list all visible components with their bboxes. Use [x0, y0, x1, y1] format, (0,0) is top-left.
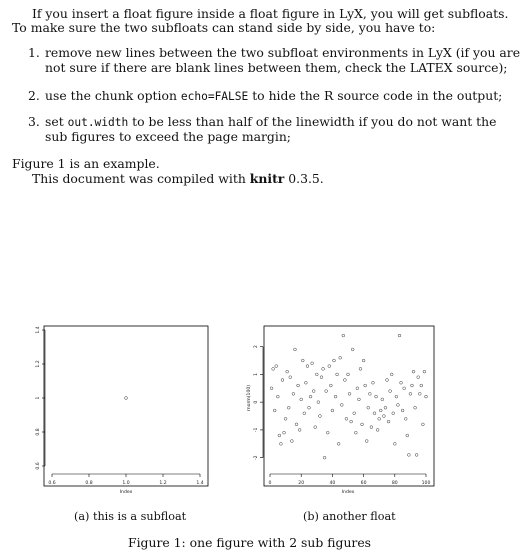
- y-tick-label: 1.4: [36, 326, 41, 334]
- data-point: [392, 412, 395, 415]
- subcaption-a: (a) this is a subfloat: [74, 510, 187, 523]
- y-tick-label: 0: [254, 400, 259, 404]
- x-tick-label: 1.0: [122, 481, 130, 486]
- list-item-number: 3.: [28, 114, 40, 129]
- data-point: [308, 406, 311, 409]
- data-point: [290, 440, 293, 443]
- data-point: [368, 392, 371, 395]
- x-tick-label: 80: [391, 481, 398, 486]
- data-point: [348, 392, 351, 395]
- data-point: [319, 415, 322, 418]
- data-point: [401, 409, 404, 412]
- subfigure-a-plot: [28, 320, 212, 500]
- figure-caption: Figure 1: one figure with 2 sub figures: [128, 535, 372, 550]
- data-point: [334, 395, 337, 398]
- data-point: [354, 431, 357, 434]
- example-line: Figure 1 is an example.: [12, 156, 160, 171]
- data-point: [415, 453, 418, 456]
- data-point: [336, 373, 339, 376]
- list-item-number: 2.: [28, 88, 40, 103]
- data-point: [407, 453, 410, 456]
- data-point: [367, 406, 370, 409]
- data-point: [325, 390, 328, 393]
- data-point: [320, 376, 323, 379]
- x-tick-label: 40: [329, 481, 336, 486]
- data-point: [389, 390, 392, 393]
- list-item-text: remove new lines between the two subfloat environments in LyX (if you are: [45, 45, 520, 60]
- data-point: [350, 420, 353, 423]
- data-point: [400, 381, 403, 384]
- y-tick-label: 1: [254, 372, 259, 376]
- code-echo-false: echo=FALSE: [180, 90, 249, 103]
- data-point: [292, 392, 295, 395]
- data-point: [340, 404, 343, 407]
- data-point: [280, 442, 283, 445]
- x-tick-label: 0.8: [85, 481, 93, 486]
- data-point: [278, 434, 281, 437]
- x-tick-label: 0.6: [48, 481, 56, 486]
- data-point: [284, 417, 287, 420]
- data-point: [382, 415, 385, 418]
- plot-frame: [44, 326, 208, 486]
- data-point: [423, 370, 426, 373]
- data-point: [386, 379, 389, 382]
- data-point: [406, 434, 409, 437]
- data-point: [358, 398, 361, 401]
- data-point: [323, 456, 326, 459]
- data-point: [286, 370, 289, 373]
- compiled-line: This document was compiled with knitr 0.3.5.: [32, 171, 324, 186]
- x-tick-label: 1.4: [196, 481, 204, 486]
- data-point: [361, 423, 364, 426]
- data-point: [273, 409, 276, 412]
- subfigure-b-plot: [248, 320, 438, 500]
- y-tick-label: 2: [254, 345, 259, 349]
- data-point: [287, 406, 290, 409]
- data-point: [306, 365, 309, 368]
- y-tick-label: -1: [254, 427, 259, 433]
- x-tick-label: 60: [360, 481, 367, 486]
- data-point: [275, 365, 278, 368]
- plot-frame: [264, 326, 434, 486]
- data-point: [362, 359, 365, 362]
- data-point: [409, 392, 412, 395]
- data-point: [370, 426, 373, 429]
- data-point: [425, 395, 428, 398]
- data-point: [387, 420, 390, 423]
- y-tick-label: 0.8: [36, 428, 41, 436]
- y-tick-label: 1: [36, 396, 41, 400]
- data-point: [270, 387, 273, 390]
- x-axis-label: Index: [119, 490, 133, 495]
- data-point: [345, 417, 348, 420]
- y-tick-label: 1.2: [36, 360, 41, 368]
- list-item-text: set out.width to be less than half of the linewidth if you do not want the: [45, 114, 497, 129]
- data-point: [359, 367, 362, 370]
- data-point: [376, 429, 379, 432]
- data-point: [333, 359, 336, 362]
- x-axis-label: Index: [341, 490, 355, 495]
- data-point: [272, 367, 275, 370]
- data-point: [300, 398, 303, 401]
- x-tick-label: 20: [298, 481, 305, 486]
- y-tick-label: -2: [254, 455, 259, 460]
- data-point: [311, 362, 314, 365]
- data-point: [417, 376, 420, 379]
- data-point: [304, 381, 307, 384]
- data-point: [297, 384, 300, 387]
- knitr-name: knitr: [249, 171, 285, 186]
- data-point: [364, 384, 367, 387]
- data-point: [351, 348, 354, 351]
- data-point: [421, 423, 424, 426]
- data-point: [303, 412, 306, 415]
- data-point: [312, 390, 315, 393]
- data-point: [393, 442, 396, 445]
- data-point: [356, 387, 359, 390]
- data-point: [317, 401, 320, 404]
- data-point: [342, 334, 345, 337]
- data-point: [339, 356, 342, 359]
- data-point: [289, 376, 292, 379]
- data-point: [328, 365, 331, 368]
- list-item-text: use the chunk option echo=FALSE to hide the R source code in the output;: [45, 88, 503, 103]
- data-point: [347, 373, 350, 376]
- data-point: [337, 442, 340, 445]
- data-point: [314, 426, 317, 429]
- data-point: [301, 359, 304, 362]
- data-point: [353, 412, 356, 415]
- subcaption-b: (b) another float: [303, 510, 396, 523]
- data-point: [326, 431, 329, 434]
- list-item-text: sub figures to exceed the page margin;: [45, 129, 291, 144]
- data-point: [373, 412, 376, 415]
- data-point: [315, 373, 318, 376]
- data-point: [309, 395, 312, 398]
- data-point: [295, 423, 298, 426]
- data-point: [329, 384, 332, 387]
- data-point: [294, 348, 297, 351]
- y-axis-label: rnorm(100): [247, 384, 252, 412]
- data-point: [397, 404, 400, 407]
- data-point: [404, 417, 407, 420]
- data-point: [378, 417, 381, 420]
- data-point: [281, 379, 284, 382]
- data-point: [411, 384, 414, 387]
- intro-line-1: If you insert a float figure inside a float figure in LyX, you will get subfloats.: [32, 6, 509, 21]
- y-tick-label: 0.6: [36, 462, 41, 470]
- data-point: [390, 373, 393, 376]
- data-point: [403, 387, 406, 390]
- x-tick-label: 0: [268, 481, 272, 486]
- list-item-text: not sure if there are blank lines between them, check the LATEX source);: [45, 60, 508, 75]
- data-point: [372, 381, 375, 384]
- data-point: [331, 409, 334, 412]
- data-point: [298, 429, 301, 432]
- x-tick-label: 1.2: [159, 481, 167, 486]
- data-point: [125, 397, 128, 400]
- data-point: [420, 384, 423, 387]
- data-point: [276, 395, 279, 398]
- data-point: [283, 431, 286, 434]
- x-tick-label: 100: [421, 481, 431, 486]
- data-point: [414, 406, 417, 409]
- data-point: [381, 398, 384, 401]
- data-point: [343, 379, 346, 382]
- data-point: [412, 370, 415, 373]
- data-point: [398, 334, 401, 337]
- code-out-width: out.width: [67, 116, 129, 129]
- intro-line-2: To make sure the two subfloats can stand side by side, you have to:: [12, 20, 436, 35]
- data-point: [395, 395, 398, 398]
- data-point: [365, 440, 368, 443]
- data-point: [379, 409, 382, 412]
- data-point: [384, 406, 387, 409]
- data-point: [322, 367, 325, 370]
- data-point: [375, 395, 378, 398]
- data-point: [418, 392, 421, 395]
- list-item-number: 1.: [28, 45, 40, 60]
